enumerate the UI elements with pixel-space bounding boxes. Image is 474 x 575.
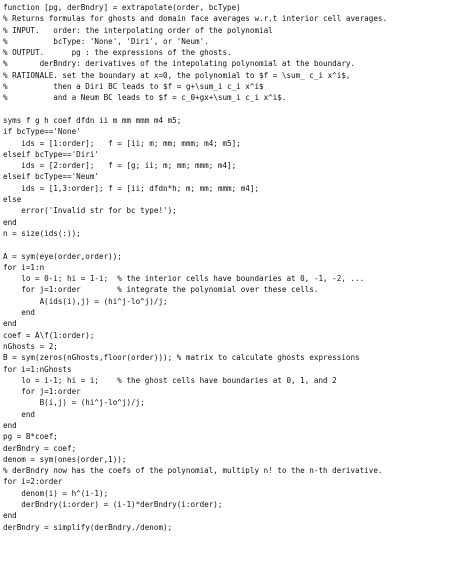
- code-comment-line: % derBndry: derivatives of the intepolating polynomial at the boundary.: [3, 59, 356, 69]
- matlab-code-listing: [3, 2, 473, 574]
- code-line: n = size(ids(:));: [3, 228, 81, 238]
- code-line: lo = 0-i; hi = 1-i; % the interior cells have boundaries at 0, -1, -2, ...: [3, 274, 365, 284]
- code-line: denom = sym(ones(order,1));: [3, 454, 127, 464]
- code-line: if bcType=='None': [3, 127, 81, 137]
- code-line: syms f g h coef dfdn ii m mm mmm m4 m5;: [3, 115, 182, 125]
- code-line: A = sym(eye(order,order));: [3, 251, 122, 261]
- code-comment-line: % RATIONALE. set the boundary at x=0, the polynomial to $f = \sum_ c_i x^i$,: [3, 70, 351, 80]
- code-line: end: [3, 319, 17, 329]
- code-line: elseif bcType=='Diri': [3, 149, 100, 159]
- code-line: for i=1:n: [3, 262, 45, 272]
- code-line: for i=1:nGhosts: [3, 364, 72, 374]
- code-comment-line: % then a Diri BC leads to $f = g+\sum_i c_i x^i$: [3, 82, 264, 92]
- code-comment-line: % derBndry now has the coefs of the polynomial, multiply n! to the n-th derivative.: [3, 466, 383, 476]
- code-line: lo = i-1; hi = i; % the ghost cells have boundaries at 0, 1, and 2: [3, 375, 337, 385]
- blank-line: [3, 239, 473, 250]
- code-line: derBndry(i:order) = (i-1)*derBndry(i:order);: [3, 500, 223, 510]
- code-comment-line: % bcType: 'None', 'Diri', or 'Neum'.: [3, 36, 209, 46]
- blank-line: [3, 104, 473, 115]
- code-line: error('Invalid str for bc type!');: [3, 206, 177, 216]
- code-line: derBndry = simplify(derBndry./denom);: [3, 522, 173, 532]
- code-comment-line: % INPUT. order: the interpolating order of the polynomial: [3, 25, 273, 35]
- code-line: function [pg, derBndry] = extrapolate(order, bcType): [3, 3, 241, 12]
- code-line: A(ids(i),j) = (hi^j-lo^j)/j;: [3, 296, 168, 306]
- code-line: end: [3, 420, 17, 430]
- code-line: pg = B*coef;: [3, 432, 58, 442]
- code-line: B = sym(zeros(nGhosts,floor(order))); % matrix to calculate ghosts expressions: [3, 353, 360, 363]
- code-line: for j=1:order: [3, 387, 81, 397]
- code-line: ids = [1:order]; f = [ii; m; mm; mmm; m4; m5];: [3, 138, 241, 148]
- code-comment-line: % Returns formulas for ghosts and domain face averages w.r.t interior cell averages.: [3, 14, 388, 24]
- code-comment-line: % and a Neum BC leads to $f = c_0+gx+\sum_i c_i x^i$.: [3, 93, 287, 103]
- code-line: end: [3, 308, 36, 318]
- code-comment-line: % OUTPUT. pg : the expressions of the ghosts.: [3, 48, 232, 58]
- code-line: derBndry = coef;: [3, 443, 77, 453]
- code-line: B(i,j) = (hi^j-lo^j)/j;: [3, 398, 145, 408]
- code-line: end: [3, 409, 36, 419]
- code-line: elseif bcType=='Neum': [3, 172, 100, 182]
- code-line: denom(i) = h^(i-1);: [3, 488, 109, 498]
- code-line: ids = [2:order]; f = [g; ii; m; mm; mmm; m4];: [3, 161, 237, 171]
- code-line: for j=1:order % integrate the polynomial over these cells.: [3, 285, 319, 295]
- code-line: end: [3, 217, 17, 227]
- code-line: nGhosts = 2;: [3, 341, 58, 351]
- code-line: for i=2:order: [3, 477, 63, 487]
- code-line: end: [3, 511, 17, 521]
- code-line: ids = [1,3:order]; f = [ii; dfdn*h; m; mm; mmm; m4];: [3, 183, 260, 193]
- code-line: else: [3, 195, 22, 205]
- code-line: coef = A\f(1:order);: [3, 330, 95, 340]
